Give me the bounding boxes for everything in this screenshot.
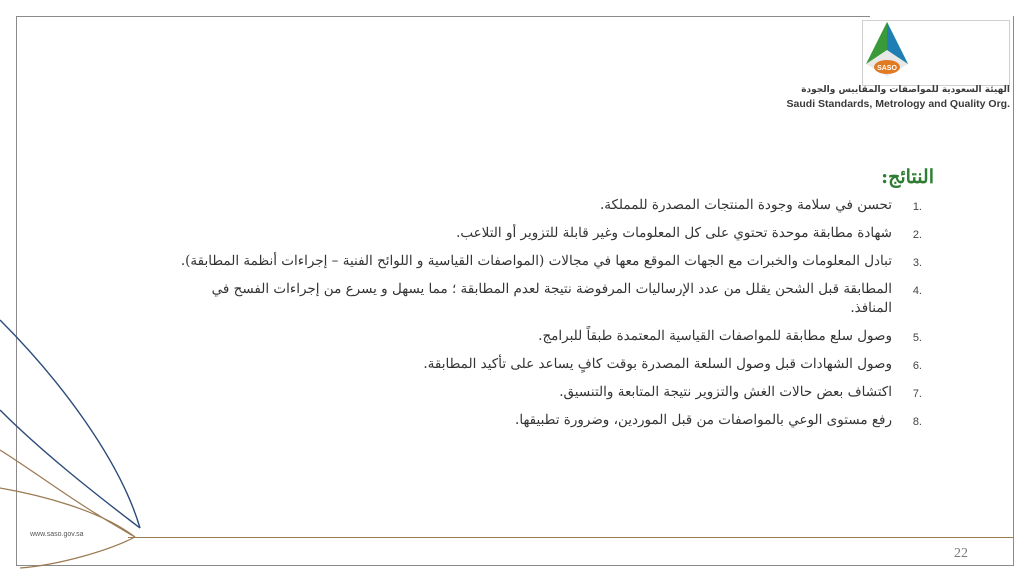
item-number: 2. <box>912 229 922 241</box>
results-list <box>170 196 936 430</box>
page-number: 22 <box>954 546 968 561</box>
item-number: 1. <box>912 201 922 213</box>
item-text: شهادة مطابقة موحدة تحتوي على كل المعلومات وغير قابلة للتزوير أو التلاعب. <box>456 225 892 241</box>
list-item <box>170 196 936 215</box>
item-text: اكتشاف بعض حالات الغش والتزوير نتيجة المتابعة والتنسيق. <box>559 384 892 400</box>
list-item <box>170 252 936 271</box>
item-text: تحسن في سلامة وجودة المنتجات المصدرة للمملكة. <box>599 197 892 213</box>
logo-name-english: Saudi Standards, Metrology and Quality Org. <box>786 98 1010 110</box>
item-text: وصول الشهادات قبل وصول السلعة المصدرة بوقت كافٍ يساعد على تأكيد المطابقة. <box>423 356 892 372</box>
website-url: www.saso.gov.sa <box>30 531 84 538</box>
item-number: 4. <box>912 285 922 297</box>
results-heading: النتائج: <box>881 166 934 188</box>
list-item <box>170 383 936 402</box>
item-text: رفع مستوى الوعي بالمواصفات من قبل الموردين، وضرورة تطبيقها. <box>515 412 892 428</box>
item-text: المطابقة قبل الشحن يقلل من عدد الإرساليات المرفوضة نتيجة لعدم المطابقة ؛ مما يسهل و يسرع من إجراءات الفسح في المنافذ. <box>211 281 892 316</box>
saso-logo-icon <box>864 20 910 78</box>
item-number: 8. <box>912 416 922 428</box>
item-number: 7. <box>912 388 922 400</box>
item-text: تبادل المعلومات والخبرات مع الجهات الموقع معها في مجالات (المواصفات القياسية و اللوائح الفنية – إجراءات أنظمة المطابقة). <box>180 253 892 269</box>
list-item <box>170 280 936 318</box>
item-text: وصول سلع مطابقة للمواصفات القياسية المعتمدة طبقاً للبرامج. <box>538 328 892 344</box>
item-number: 5. <box>912 332 922 344</box>
footer-rule <box>128 537 1014 538</box>
list-item <box>170 327 936 346</box>
list-item <box>170 355 936 374</box>
results-section <box>170 166 936 439</box>
logo-badge-text: SASO <box>877 65 897 72</box>
item-number: 3. <box>912 257 922 269</box>
list-item <box>170 411 936 430</box>
logo-name-arabic: الهيئة السعودية للمواصفات والمقاييس والجودة <box>801 85 1010 95</box>
list-item <box>170 224 936 243</box>
item-number: 6. <box>912 360 922 372</box>
